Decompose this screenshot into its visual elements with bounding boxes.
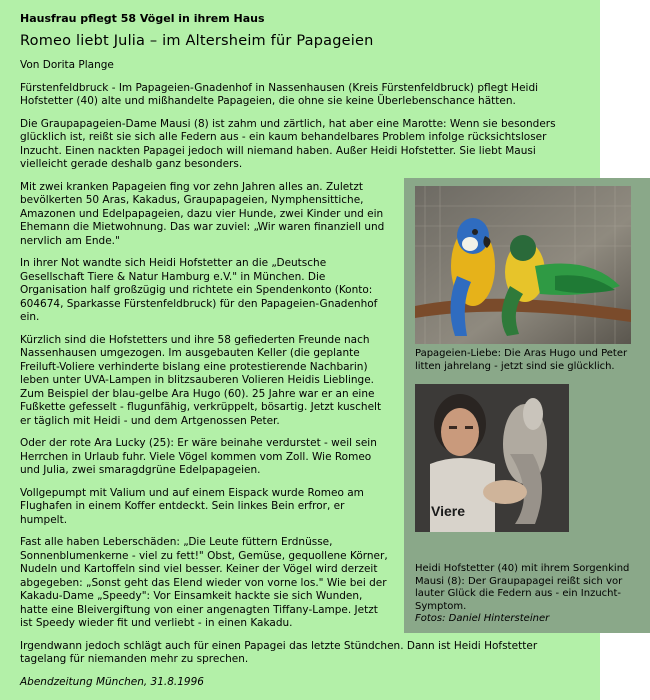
photo-sidebar [404,178,650,633]
photo-credit: Fotos: Daniel Hintersteiner [415,613,550,624]
photo2-shirt-text: Viere [431,503,465,519]
paragraph: Die Graupapageien-Dame Mausi (8) ist zahm und zärtlich, hat aber eine Marotte: Wenn sie besonders glücklich ist, reißt sie sich alle Federn aus - ein kaum behandelbares Problem infolge rücksichtsloser Inzucht. Einen nackten Papagei jedoch will niemand haben. Außer Heidi Hofstetter. Sie liebt Mausi vielleicht gerade deshalb ganz besonders. [20,117,556,170]
paragraph: Fürstenfeldbruck - Im Papageien-Gnadenhof in Nassenhausen (Kreis Fürstenfeldbruck) pflegt Heidi Hofstetter (40) alte und mißhandelte Papageien, die ohne sie keine Überlebenschance hätten. [20,81,539,107]
paragraph: Irgendwann jedoch schlägt auch für einen Papagei das letzte Stündchen. Dann ist Heidi Hofstetter tagelang für niemanden mehr zu sprechen. [20,639,538,665]
paragraph: Oder der rote Ara Lucky (25): Er wäre beinahe verdurstet - weil sein Herrchen in Urlaub fuhr. Viele Vögel kommen vom Zoll. Wie Romeo und Julia, zwei smaragdgrüne Edelpapageien. [20,437,377,476]
paragraph: Mit zwei kranken Papageien fing vor zehn Jahren alles an. Zuletzt bevölkerten 50 Aras, Kakadus, Graupapageien, Nymphensittiche, Amazonen und Edelpapageien, dazu vier Hunde, zwei Kinder und ein Ehemann die Mietwohnung. Das war zuviel: „Wir waren finanziell und nervlich am Ende." [20,180,385,247]
paragraph: Fast alle haben Leberschäden: „Die Leute füttern Erdnüsse, Sonnenblumenkerne - viel zu fett!" Obst, Gemüse, gequollene Körner, Nudeln und Kartoffeln sind viel besser. Keiner der Vögel wird derzeit abgegeben: „Sonst geht das Elend wieder von vorne los." Wie bei der Kakadu-Dame „Speedy": Vor Einsamkeit hackte sie sich Wunden, hatte eine Bleivergiftung von einer angenagten Tiffany-Lampe. Jetzt ist Speedy wieder fit und verliebt - in einen Kakadu. [20,536,388,629]
photo-woman-parrot [415,384,569,532]
byline: Von Dorita Plange [20,59,114,71]
article-headline: Romeo liebt Julia – im Altersheim für Papageien [20,33,374,49]
source-line: Abendzeitung München, 31.8.1996 [20,675,204,688]
paragraph: Kürzlich sind die Hofstetters und ihre 58 gefiederten Freunde nach Nassenhausen umgezogen. Im ausgebauten Keller (die geplante Freiluft-Voliere verhinderte bislang eine protestierende Nachbarin) leben unter UVA-Lampen in blitzsauberen Volieren Heidis Lieblinge. Zum Beispiel der blau-gelbe Ara Hugo (60). 25 Jahre war er an eine Fußkette gefesselt - flugunfähig, verkrüppelt, bösartig. Jetzt kuschelt er täglich mit Heidi - und dem Artgenossen Peter. [20,333,382,427]
article-kicker: Hausfrau pflegt 58 Vögel in ihrem Haus [20,12,265,25]
photo-parrots [415,186,631,344]
paragraph: In ihrer Not wandte sich Heidi Hofstetter an die „Deutsche Gesellschaft Tiere & Natur Hamburg e.V." in München. Die Organisation half großzügig und richtete ein Spendenkonto (Konto: 604674, Sparkasse Fürstenfeldbruck) für den Papageien-Gnadenhof ein. [20,257,378,323]
photo-caption: Heidi Hofstetter (40) mit ihrem Sorgenkind Mausi (8): Der Graupapagei reißt sich vor lauter Glück die Federn aus - ein Inzucht-Symptom. [415,563,630,612]
photo-caption: Papageien-Liebe: Die Aras Hugo und Peter litten jahrelang - jetzt sind sie glücklich. [415,348,628,372]
woman-parrot-illustration [415,384,569,532]
paragraph: Vollgepumpt mit Valium und auf einem Eispack wurde Romeo am Flughafen in einem Koffer entdeckt. Sein linkes Bein erfror, er humpelt. [20,486,364,526]
parrots-illustration [415,186,631,344]
